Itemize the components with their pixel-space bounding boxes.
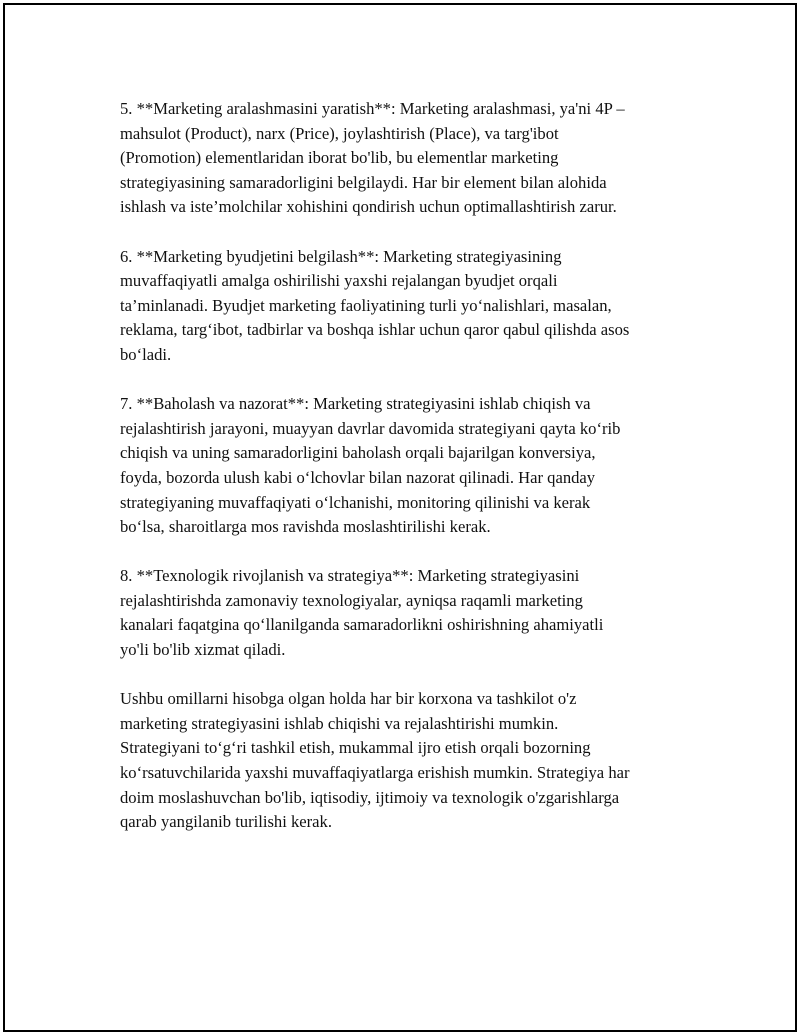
text-line: ishlash va iste’molchilar xohishini qondirish uchun optimallashtirish zarur. (120, 197, 617, 217)
text-line: mahsulot (Product), narx (Price), joylashtirish (Place), va targ'ibot (120, 123, 559, 143)
text-line: kanalari faqatgina qo‘llanilganda samaradorlikni oshirishning ahamiyatli (120, 615, 604, 635)
document-page (3, 3, 797, 1032)
paragraph-evaluation-control (120, 392, 700, 540)
text-line: muvaffaqiyatli amalga oshirilishi yaxshi rejalangan byudjet orqali (120, 271, 558, 291)
text-line: reklama, targ‘ibot, tadbirlar va boshqa ishlar uchun qaror qabul qilishda asos (120, 320, 630, 340)
text-line: 6. **Marketing byudjetini belgilash**: Marketing strategiyasining (120, 246, 562, 266)
text-line: doim moslashuvchan bo'lib, iqtisodiy, ijtimoiy va texnologik o'zgarishlarga (120, 787, 620, 807)
text-line: strategiyaning muvaffaqiyati o‘lchanishi, monitoring qilinishi va kerak (120, 492, 591, 512)
text-line: bo‘lsa, sharoitlarga mos ravishda moslashtirilishi kerak. (120, 517, 491, 537)
text-line: Strategiyani to‘g‘ri tashkil etish, mukammal ijro etish orqali bozorning (120, 738, 591, 758)
text-line: qarab yangilanib turilishi kerak. (120, 812, 332, 832)
text-line: rejalashtirish jarayoni, muayyan davrlar davomida strategiyani qayta ko‘rib (120, 418, 621, 438)
text-line: 5. **Marketing aralashmasini yaratish**: Marketing aralashmasi, ya'ni 4P – (120, 99, 625, 118)
paragraph-marketing-budget (120, 245, 700, 368)
text-line: yo'li bo'lib xizmat qiladi. (120, 640, 286, 660)
paragraph-conclusion (120, 687, 700, 835)
text-line: ta’minlanadi. Byudjet marketing faoliyatining turli yo‘nalishlari, masalan, (120, 295, 612, 315)
text-line: marketing strategiyasini ishlab chiqishi va rejalashtirishi mumkin. (120, 713, 559, 733)
text-line: strategiyasining samaradorligini belgilaydi. Har bir element bilan alohida (120, 172, 607, 192)
text-line: 8. **Texnologik rivojlanish va strategiya**: Marketing strategiyasini (120, 566, 580, 586)
text-line: Ushbu omillarni hisobga olgan holda har bir korxona va tashkilot o'z (120, 689, 577, 709)
text-line: chiqish va uning samaradorligini baholash orqali bajarilgan konversiya, (120, 443, 596, 463)
text-line: ko‘rsatuvchilarida yaxshi muvaffaqiyatlarga erishish mumkin. Strategiya har (120, 763, 630, 783)
paragraph-marketing-mix (120, 97, 700, 220)
text-line: (Promotion) elementlaridan iborat bo'lib, bu elementlar marketing (120, 148, 559, 168)
paragraph-technology-strategy (120, 564, 700, 662)
text-line: 7. **Baholash va nazorat**: Marketing strategiyasini ishlab chiqish va (120, 394, 591, 414)
text-line: foyda, bozorda ulush kabi o‘lchovlar bilan nazorat qilinadi. Har qanday (120, 467, 596, 487)
text-line: rejalashtirishda zamonaviy texnologiyalar, ayniqsa raqamli marketing (120, 590, 583, 610)
document-body (120, 97, 700, 859)
text-line: bo‘ladi. (120, 344, 172, 364)
